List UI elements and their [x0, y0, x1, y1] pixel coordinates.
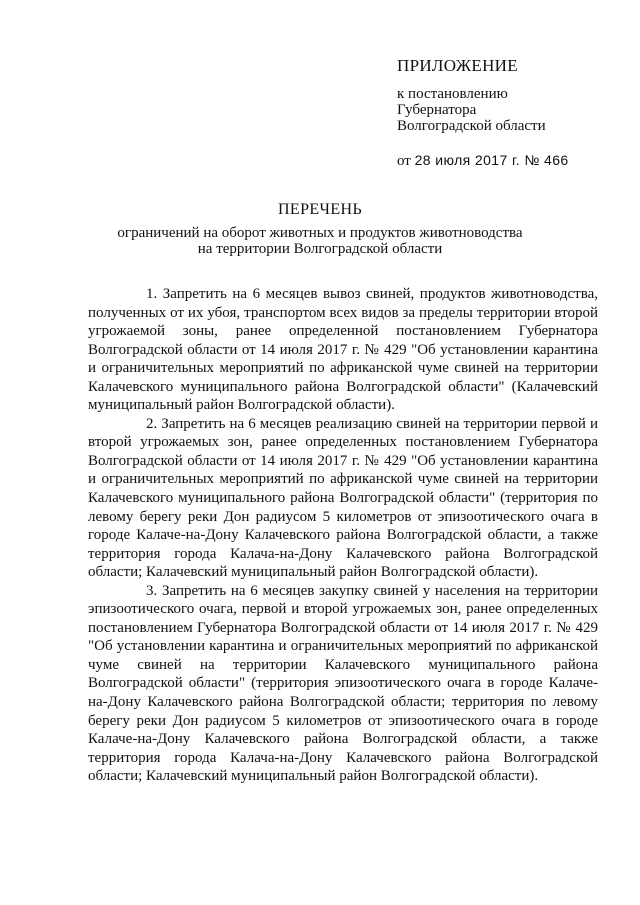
appendix-title: ПРИЛОЖЕНИЕ [397, 56, 518, 75]
appendix-block [397, 58, 617, 169]
document-title: ПЕРЕЧЕНЬ [277, 201, 363, 218]
paragraph-item-3: 3. Запретить на 6 месяцев закупку свиней у населения на территории эпизоотического очага, первой и второй угрожаемых зон, ранее определенных постановлением Губернатора Волгоградской области от 14 июля 2017 г. № 429 "Об установлении карантина и ограничительных мероприятий по африканской чуме свиней на территории Калачевского муниципального района Волгоградской области" (территория эпизоотического очага в городе Калаче-на-Дону Калачевского района Волгоградской области; территория по левому берегу реки Дон радиусом 5 километров от эпизоотического очага в городе Калаче-на-Дону Калачевского района Волгоградской области, а также территория города Калача-на-Дону Калачевского района Волгоградской области; Калачевский муниципальный район Волгоградской области). [88, 582, 598, 785]
paragraph-item-2: 2. Запретить на 6 месяцев реализацию свиней на территории первой и второй угрожаемых зон, ранее определенных постановлением Губернатора Волгоградской области от 14 июля 2017 г. № 429 "Об установлении карантина и ограничительных мероприятий по африканской чуме свиней на территории Калачевского муниципального района Волгоградской области" (территория по левому берегу реки Дон радиусом 5 километров от эпизоотического очага в городе Калаче-на-Дону Калачевского района Волгоградской области, а также территория города Калача-на-Дону Калачевского района Волгоградской области; Калачевский муниципальный район Волгоградской области). [88, 415, 598, 581]
document-subtitle-line-2: на территории Волгоградской области [197, 241, 443, 257]
paragraph-item-1: 1. Запретить на 6 месяцев вывоз свиней, продуктов животноводства, полученных от их убоя, транспортом всех видов за пределы территории второй угрожаемой зоны, ранее определенной постановлением Губернатора Волгоградской области от 14 июля 2017 г. № 429 "Об установлении карантина и ограничительных мероприятий по африканской чуме свиней на территории Калачевского муниципального района Волгоградской области" (Калачевский муниципальный район Волгоградской области). [88, 286, 598, 414]
document-subtitle-line-1: ограничений на оборот животных и продуктов животноводства [117, 225, 523, 241]
appendix-line-2: Губернатора [397, 102, 477, 118]
date-value: 28 июля 2017 г. № 466 [414, 152, 569, 168]
date-prefix: от [397, 153, 411, 169]
appendix-line-1: к постановлению [397, 86, 508, 102]
appendix-date-line [397, 152, 617, 169]
document-heading [0, 201, 640, 257]
appendix-line-3: Волгоградской области [397, 118, 546, 134]
document-body [88, 285, 598, 786]
